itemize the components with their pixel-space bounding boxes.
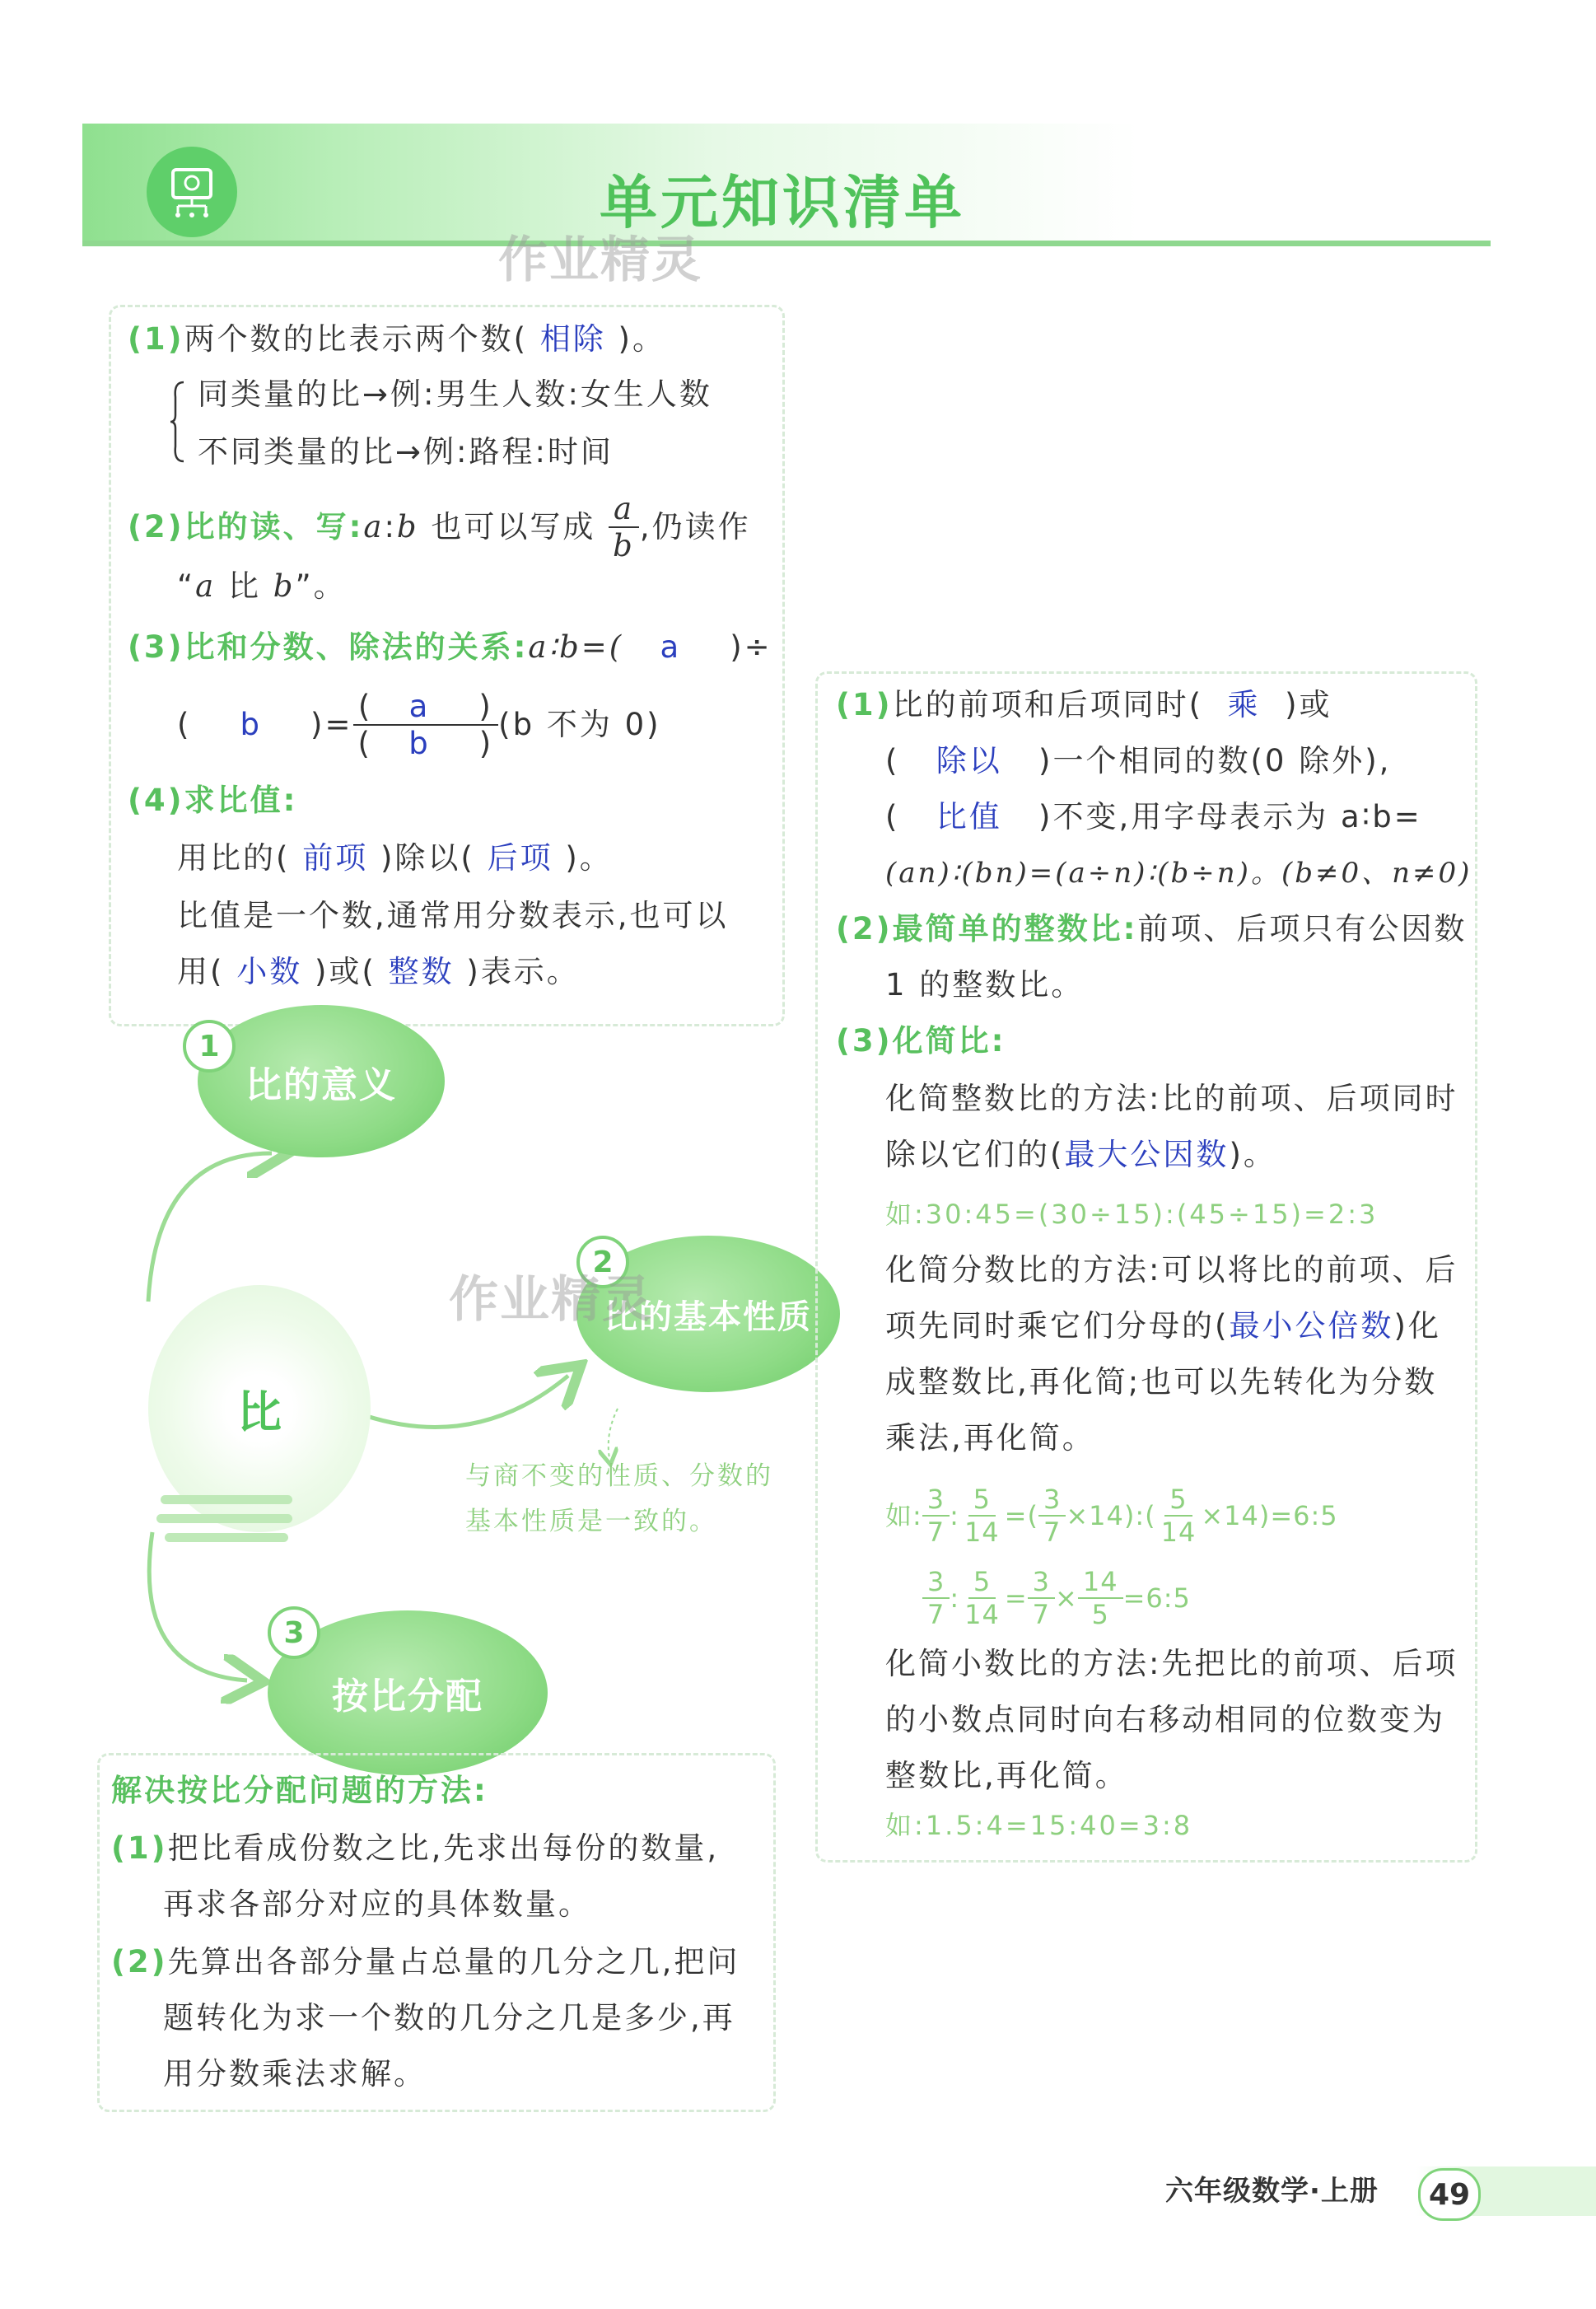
- node-meaning: [198, 1005, 445, 1157]
- right-line-12: 项先同时乘它们分母的(最小公倍数)化: [885, 1308, 1441, 1344]
- left-line-1: (1)两个数的比表示两个数( 相除 )。: [128, 321, 665, 357]
- bottom-line-1: (1)把比看成份数之比,先求出每份的数量,: [111, 1830, 720, 1866]
- right-line-13: 成整数比,再化简;也可以先转化为分数: [885, 1364, 1438, 1400]
- bulb-stripe: [161, 1495, 292, 1504]
- bottom-line-2: 再求各部分对应的具体数量。: [163, 1886, 591, 1922]
- left-line-8: (4)求比值:: [128, 783, 298, 818]
- lightbulb-icon: [147, 147, 237, 237]
- node-2-badge: 2: [576, 1236, 629, 1288]
- bottom-line-4: 题转化为求一个数的几分之几是多少,再: [163, 2000, 735, 2036]
- left-line-9: 用比的( 前项 )除以( 后项 )。: [177, 840, 613, 876]
- page-title: 单元知识清单: [600, 169, 965, 236]
- right-line-1: (1)比的前项和后项同时( 乘 )或: [836, 687, 1332, 722]
- book-title: 六年级数学·上册: [1165, 2175, 1379, 2208]
- right-line-18: 的小数点同时向右移动相同的位数变为: [885, 1702, 1445, 1737]
- header-divider: [82, 241, 1491, 246]
- watermark: 作业精灵: [449, 1271, 653, 1329]
- right-line-7: (3)化简比:: [836, 1023, 1006, 1059]
- page-number: 49: [1418, 2168, 1481, 2221]
- watermark: 作业精灵: [498, 231, 702, 289]
- center-label: 比: [237, 1386, 282, 1438]
- right-line-5: (2)最简单的整数比:前项、后项只有公因数: [836, 911, 1468, 947]
- left-line-2: 同类量的比→例:男生人数:女生人数: [198, 376, 712, 412]
- right-line-9: 除以它们的(最大公因数)。: [885, 1137, 1276, 1172]
- example-decimal: 如:1.5:4=15:40=3:8: [885, 1810, 1193, 1841]
- right-line-19: 整数比,再化简。: [885, 1758, 1128, 1793]
- left-line-10: 比值是一个数,通常用分数表示,也可以: [177, 898, 729, 933]
- fraction-blank: $\frac{( a )}{( b )}$: [352, 691, 498, 759]
- node-basic-property-label: 比的基本性质: [604, 1297, 812, 1336]
- fraction-a-over-b: $\frac{a}{b}$: [608, 493, 640, 561]
- right-line-8: 化简整数比的方法:比的前项、后项同时: [885, 1081, 1458, 1116]
- node-1-badge: 1: [183, 1020, 236, 1073]
- bulb-stripe: [156, 1514, 292, 1523]
- right-line-2: ( 除以 )一个相同的数(0 除外),: [885, 743, 1392, 778]
- right-line-17: 化简小数比的方法:先把比的前项、后项: [885, 1646, 1458, 1681]
- left-line-5: “a 比 b”。: [177, 568, 347, 604]
- note-line-1: 与商不变的性质、分数的: [465, 1461, 773, 1491]
- left-line-4: (2)比的读、写: a : b 也可以写成 $\frac{a}{b}$ ,仍读作: [128, 491, 751, 563]
- bulb-stripe: [165, 1533, 288, 1542]
- left-line-11: 用( 小数 )或( 整数 )表示。: [177, 954, 580, 989]
- example-fraction-2: $\frac{3}{7}$ : $\frac{5}{14}$ = $\frac{3}{7}$ × $\frac{14}{5}$ =6:5: [922, 1561, 1191, 1635]
- right-line-11: 化简分数比的方法:可以将比的前项、后: [885, 1252, 1458, 1288]
- right-line-4: (an)∶(bn)=(a÷n)∶(b÷n)。(b≠0、n≠0): [885, 857, 1472, 890]
- example-integer: 如:30:45=(30÷15):(45÷15)=2:3: [885, 1199, 1379, 1230]
- bottom-line-5: 用分数乘法求解。: [163, 2056, 427, 2092]
- left-line-3: 不同类量的比→例:路程:时间: [198, 434, 614, 470]
- bottom-title: 解决按比分配问题的方法:: [111, 1773, 488, 1808]
- note-line-2: 基本性质是一致的。: [465, 1507, 717, 1536]
- bottom-line-3: (2)先算出各部分量占总量的几分之几,把问: [111, 1944, 740, 1979]
- node-distribution-label: 按比分配: [332, 1676, 483, 1718]
- left-line-6: (3)比和分数、除法的关系:a∶b=( a )÷: [128, 629, 772, 665]
- right-line-14: 乘法,再化简。: [885, 1420, 1095, 1456]
- brace: [169, 381, 185, 463]
- node-3-badge: 3: [268, 1606, 320, 1659]
- right-line-3: ( 比值 )不变,用字母表示为 a∶b=: [885, 799, 1422, 834]
- right-line-6: 1 的整数比。: [885, 967, 1085, 1003]
- node-meaning-label: 比的意义: [245, 1063, 397, 1106]
- left-line-7: ( b )= $\frac{( a )}{( b )}$ (b 不为 0): [177, 689, 661, 761]
- example-fraction-1: 如: $\frac{3}{7}$ : $\frac{5}{14}$ =( $\frac{3}{7}$ ×14):( $\frac{5}{14}$ ×14)=6:5: [885, 1484, 1338, 1548]
